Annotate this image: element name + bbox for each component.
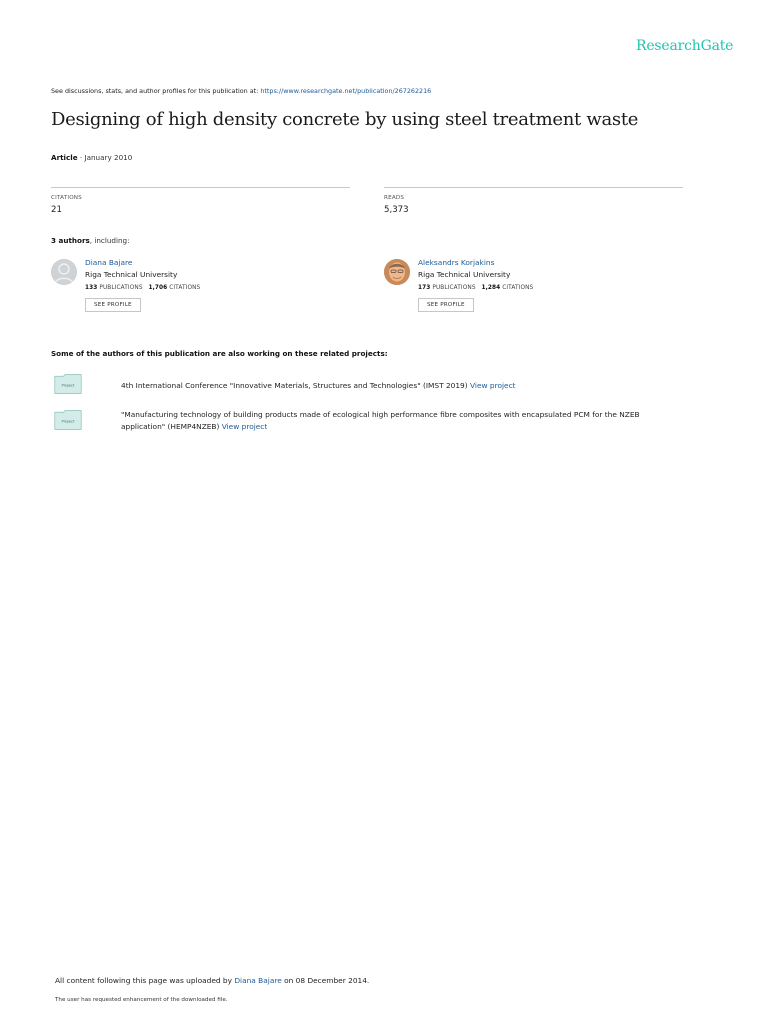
- project-folder-label: Project: [61, 382, 75, 388]
- researchgate-logo[interactable]: ResearchGate: [636, 38, 734, 54]
- see-profile-button[interactable]: SEE PROFILE: [418, 298, 474, 312]
- author-publications-label: PUBLICATIONS: [97, 285, 143, 291]
- upload-suffix: on 08 December 2014.: [281, 976, 370, 985]
- author-institution: Riga Technical University: [418, 270, 511, 279]
- view-project-link[interactable]: View project: [470, 381, 516, 390]
- uploader-link[interactable]: Diana Bajare: [234, 976, 282, 985]
- author-citations-count: 1,284: [481, 285, 501, 291]
- avatar-placeholder-icon[interactable]: [51, 259, 77, 285]
- project-text: [121, 409, 681, 433]
- authors-count: 3 authors: [51, 236, 90, 245]
- publication-type: Article: [51, 153, 78, 162]
- publication-title: Designing of high density concrete by using steel treatment waste: [51, 109, 639, 130]
- view-project-link[interactable]: View project: [221, 422, 268, 431]
- author-counts: [418, 285, 678, 291]
- author-publications-count: 173: [418, 285, 431, 291]
- author-institution: Riga Technical University: [85, 270, 178, 279]
- upload-note: [55, 976, 369, 985]
- see-profile-button[interactable]: SEE PROFILE: [85, 298, 141, 312]
- author-counts: [85, 285, 345, 291]
- author-citations-count: 1,706: [148, 285, 168, 291]
- related-projects-heading: Some of the authors of this publication are also working on these related projects:: [51, 349, 388, 358]
- project-folder-label: Project: [61, 418, 75, 424]
- enhancement-note: The user has requested enhancement of the downloaded file.: [55, 997, 228, 1003]
- author-publications-count: 133: [85, 285, 98, 291]
- authors-including: , including:: [89, 236, 130, 245]
- project-folder-icon[interactable]: [53, 410, 83, 430]
- author-publications-label: PUBLICATIONS: [430, 285, 476, 291]
- author-citations-label: CITATIONS: [167, 285, 201, 291]
- author-citations-label: CITATIONS: [500, 285, 534, 291]
- upload-prefix: All content following this page was uploaded by: [55, 976, 235, 985]
- author-photo-avatar[interactable]: [384, 259, 410, 285]
- author-name-link[interactable]: Diana Bajare: [85, 258, 133, 267]
- project-title: 4th International Conference "Innovative Materials, Structures and Technologies" (IMST 2019): [121, 381, 470, 390]
- publication-url-link[interactable]: https://www.researchgate.net/publication/267262216: [260, 87, 432, 95]
- citations-stat: [51, 187, 350, 215]
- project-title: "Manufacturing technology of building products made of ecological high performance fibre composites with encapsulated PCM for the NZEB application" (HEMP4NZEB): [121, 410, 640, 431]
- reads-label: READS: [384, 195, 405, 201]
- reads-stat: [384, 187, 683, 215]
- see-discussions-text: See discussions, stats, and author profiles for this publication at:: [51, 87, 261, 95]
- citations-value: 21: [51, 205, 62, 215]
- see-discussions-line: [51, 87, 431, 95]
- citations-label: CITATIONS: [51, 195, 82, 201]
- authors-heading: [51, 236, 130, 245]
- publication-date: · January 2010: [77, 153, 133, 162]
- publication-meta: [51, 153, 132, 162]
- project-folder-icon[interactable]: [53, 374, 83, 394]
- author-name-link[interactable]: Aleksandrs Korjakins: [418, 258, 495, 267]
- project-text: [121, 380, 681, 392]
- reads-value: 5,373: [384, 205, 409, 215]
